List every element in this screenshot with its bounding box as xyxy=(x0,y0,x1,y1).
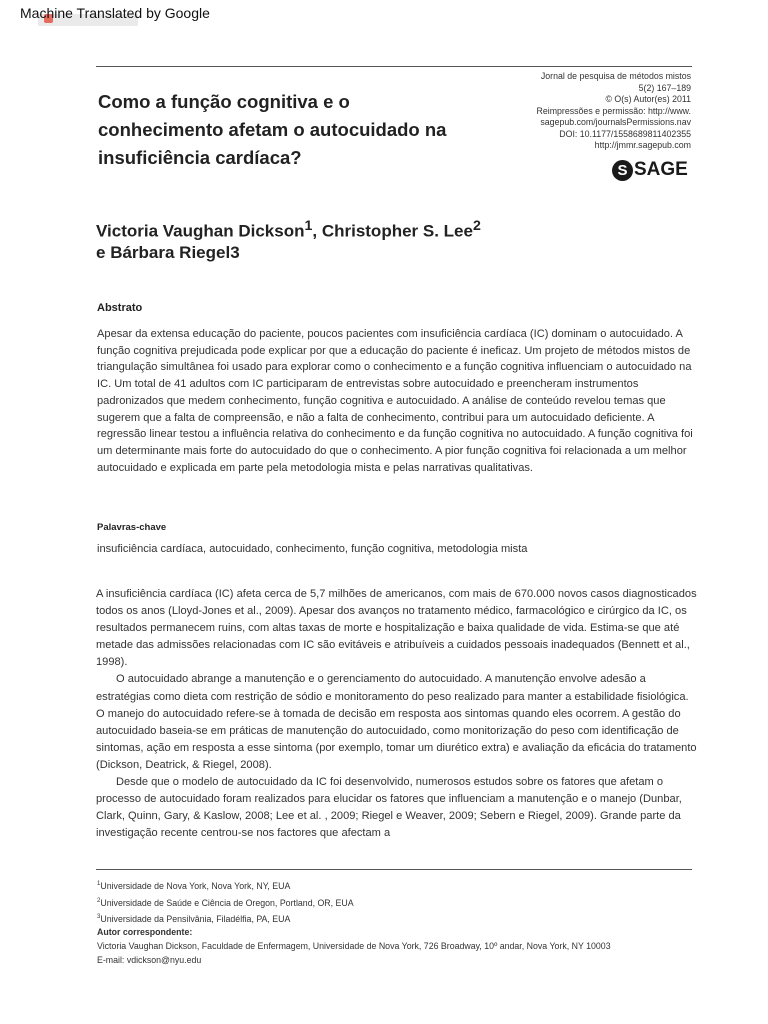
copyright-line: © O(s) Autor(es) 2011 xyxy=(605,94,691,104)
body-text xyxy=(96,586,700,842)
journal-volume: 5(2) 167–189 xyxy=(638,82,691,93)
author-affiliation-mark: 1 xyxy=(304,218,313,234)
author-list: Victoria Vaughan Dickson$^1$, Christopher S. Lee$^2$ e Bárbara Riegel3 xyxy=(96,218,481,262)
corresponding-author-email[interactable]: E-mail: vdickson@nyu.edu xyxy=(97,954,202,965)
body-paragraph: Desde que o modelo de autocuidado da IC foi desenvolvido, numerosos estudos sobre os fatores que afetam o processo de autocuidado foram realizados para elucidar os fatores que influenciam a manutenção e o manejo (Dunbar, Clark, Quinn, Gary, & Kaslow, 2008; Lee et al. , 2009; Riegel e Weaver, 2009; Sebern e Riegel, 2009). Grande parte da investigação recente centrou-se nos factores que afectam a xyxy=(96,776,682,840)
abstract-text: Apesar da extensa educação do paciente, poucos pacientes com insuficiência cardíaca (IC) dominam o autocuidado. A função cognitiva prejudicada pode explicar por que a educação do paciente é ineficaz. Um projeto de métodos mistos de triangulação simultânea foi usado para explorar como o conhecimento e a função cognitiva influenciam o autocuidado na IC. Um total de 41 adultos com IC participaram de entrevistas sobre autocuidado e preencheram instrumentos padronizados que medem conhecimento, função cognitiva e autocuidado. A análise de conteúdo revelou temas que sugerem que a falta de compreensão, e não a falta de conhecimento, contribui para um autocuidado deficiente. A regressão linear testou a influência relativa do conhecimento e da função cognitiva no autocuidado. A função cognitiva foi um determinante mais forte do autocuidado do que o conhecimento. A pior função cognitiva foi relacionada a um melhor autocuidado e explicada em parte pela metodologia mista e pelas narrativas qualitativas. xyxy=(97,328,693,474)
keywords-text: insuficiência cardíaca, autocuidado, conhecimento, função cognitiva, metodologia mista xyxy=(97,543,528,555)
footnote-item: $^3$Universidade da Pensilvânia, Filadélfia, PA, EUA xyxy=(97,913,291,924)
keywords-heading: Palavras-chave xyxy=(97,522,167,533)
header-rule xyxy=(96,66,692,67)
corresponding-author-address: Victoria Vaughan Dickson, Faculdade de Enfermagem, Universidade de Nova York, 726 Broadway, 10º andar, Nova York, NY 10003 xyxy=(97,940,611,951)
machine-translation-banner: Machine Translated by Google xyxy=(20,5,210,21)
author-name: Christopher S. Lee xyxy=(321,221,473,241)
footnote-item: $^2$Universidade de Saúde e Ciência de Oregon, Portland, OR, EUA xyxy=(97,897,354,908)
corresponding-author xyxy=(97,926,697,967)
sage-logo-icon: S xyxy=(612,160,633,181)
doi: DOI: 10.1177/1558689811402355 xyxy=(559,128,691,139)
sage-logo-wordmark: SAGE xyxy=(634,159,688,180)
author-affiliation-mark: 3 xyxy=(230,242,240,262)
author-name: Bárbara Riegel xyxy=(110,242,231,262)
body-paragraph: O autocuidado abrange a manutenção e o gerenciamento do autocuidado. A manutenção envolve adesão a estratégias como dieta com restrição de sódio e monitoramento do peso realizado para manter a estabilidade fisiológica. O manejo do autocuidado refere-se à tomada de decisão em resposta aos sintomas quando eles ocorrem. A gestão do autocuidado baseia-se em práticas de manutenção do autocuidado, como monitorização do peso com identificação de sintomas, ação em resposta a esse sintoma (por exemplo, tomar um diurético extra) e avaliação da eficácia do tratamento (Dickson, Deatrick, & Riegel, 2008). xyxy=(96,673,697,771)
reprints-link[interactable]: sagepub.com/journalsPermissions.nav xyxy=(540,117,691,127)
reprints-line: Reimpressões e permissão: http://www. xyxy=(536,105,691,116)
sage-logo xyxy=(612,158,688,182)
author-affiliation-mark: 2 xyxy=(472,218,481,234)
author-name: Victoria Vaughan Dickson xyxy=(96,221,305,241)
affiliation-footnotes xyxy=(97,877,697,927)
corresponding-author-label: Autor correspondente: xyxy=(97,927,193,937)
footnote-rule xyxy=(96,869,692,870)
footnote-item: $^1$Universidade de Nova York, Nova York, NY, EUA xyxy=(97,880,291,891)
journal-name: Jornal de pesquisa de métodos mistos xyxy=(540,71,691,81)
paper-title: Como a função cognitiva e o conhecimento afetam o autocuidado na insuficiência cardíaca? xyxy=(98,91,447,168)
journal-info xyxy=(470,71,691,152)
body-paragraph: A insuficiência cardíaca (IC) afeta cerca de 5,7 milhões de americanos, com mais de 670.000 novos casos diagnosticados todos os anos (Lloyd-Jones et al., 2009). Apesar dos avanços no tratamento médico, farmacológico e cirúrgico da IC, os resultados permanecem ruins, com altas taxas de morte e hospitalização e baixa qualidade de vida. Estima-se que até metade das admissões relacionadas com IC são evitáveis e atribuíveis a cuidados pessoais inadequados (Bennett et al., 1998). xyxy=(96,588,697,669)
abstract-heading: Abstrato xyxy=(97,302,143,314)
journal-url[interactable]: http://jmmr.sagepub.com xyxy=(594,140,691,150)
